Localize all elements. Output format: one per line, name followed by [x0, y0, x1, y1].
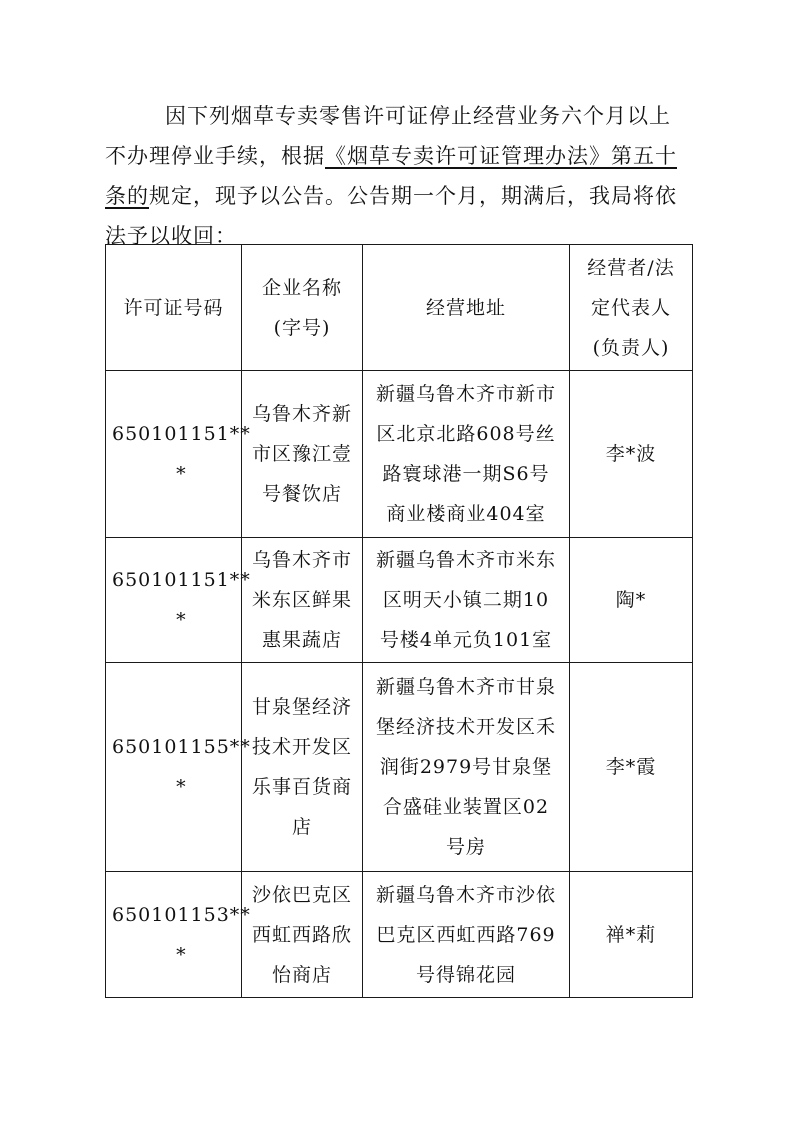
- name-cell: [242, 371, 363, 538]
- address-cell: [363, 872, 570, 998]
- regulation-reference-cont: 条的: [105, 184, 149, 208]
- address-line: 号得锦花园: [415, 963, 516, 986]
- name-line: 技术开发区: [251, 736, 352, 758]
- name-cell: [242, 872, 363, 998]
- header-address: 经营地址: [363, 245, 570, 371]
- name-line: 乌鲁木齐新: [251, 403, 352, 425]
- table-row: [106, 538, 693, 663]
- license-cell: [106, 663, 251, 872]
- license-number: 650101151**: [112, 423, 251, 445]
- license-number: 650101153**: [112, 903, 251, 926]
- address-cell: [363, 538, 570, 663]
- rep-cell: 陶*: [570, 538, 693, 663]
- name-line: 乌鲁木齐市: [251, 549, 352, 571]
- rep-cell: 李*霞: [570, 663, 693, 872]
- intro-line-4: 法予以收回：: [105, 224, 237, 248]
- regulation-reference: 《烟草专卖许可证管理办法》第五十: [325, 144, 677, 168]
- license-number-cont: *: [176, 609, 187, 631]
- table-row: [106, 663, 693, 872]
- name-line: 沙依巴克区: [251, 883, 352, 906]
- name-line: 米东区鲜果: [251, 589, 352, 611]
- address-line: 堡经济技术开发区禾: [375, 716, 556, 738]
- header-rep-line: (负责人): [592, 336, 670, 359]
- table-header-row: [106, 245, 693, 371]
- name-line: 乐事百货商: [251, 776, 352, 798]
- header-rep: [570, 245, 693, 371]
- address-line: 路寰球港一期S6号: [382, 463, 550, 485]
- intro-paragraph: [105, 96, 685, 256]
- address-cell: [363, 663, 570, 872]
- header-rep-line: 经营者/法: [587, 256, 675, 279]
- license-number: 650101155**: [112, 736, 251, 758]
- intro-line-2: [105, 136, 685, 176]
- name-line: 店: [291, 816, 312, 838]
- address-line: 巴克区西虹西路769: [376, 923, 556, 946]
- header-rep-line: 定代表人: [590, 296, 671, 319]
- license-cell: [106, 371, 251, 538]
- license-number-cont: *: [176, 463, 187, 485]
- name-line: 惠果蔬店: [261, 629, 342, 651]
- intro-line-3: [105, 176, 685, 216]
- address-line: 商业楼商业404室: [386, 503, 546, 525]
- header-license: 许可证号码: [106, 245, 242, 371]
- name-line: 西虹西路欣: [251, 923, 352, 946]
- intro-line-1: 因下列烟草专卖零售许可证停止经营业务六个月以上: [165, 104, 671, 128]
- header-name-line: 企业名称: [261, 276, 342, 299]
- header-name-line: (字号): [273, 316, 331, 339]
- address-line: 合盛硅业装置区02: [382, 796, 550, 818]
- name-line: 甘泉堡经济: [251, 696, 352, 718]
- intro-line-3-text: 规定，现予以公告。公告期一个月，期满后，我局将依: [149, 184, 677, 208]
- header-name: [242, 245, 363, 371]
- license-revocation-table: [105, 244, 693, 998]
- license-number-cont: *: [176, 943, 187, 966]
- license-number-cont: *: [176, 776, 187, 798]
- name-line: 市区豫江壹: [251, 443, 352, 465]
- address-line: 号楼4单元负101室: [379, 629, 553, 651]
- address-line: 新疆乌鲁木齐市沙依: [375, 883, 556, 906]
- intro-line-2-text: 不办理停业手续，根据: [105, 144, 325, 168]
- address-line: 润街2979号甘泉堡: [379, 756, 553, 778]
- license-number: 650101151**: [112, 569, 251, 591]
- table-row: [106, 872, 693, 998]
- address-line: 号房: [445, 836, 486, 858]
- address-line: 新疆乌鲁木齐市新市: [375, 383, 556, 405]
- rep-cell: 禅*莉: [570, 872, 693, 998]
- license-cell: [106, 538, 251, 663]
- license-cell: [106, 872, 251, 998]
- name-line: 怡商店: [271, 963, 332, 986]
- rep-cell: 李*波: [570, 371, 693, 538]
- table-row: [106, 371, 693, 538]
- address-line: 区明天小镇二期10: [382, 589, 550, 611]
- address-line: 新疆乌鲁木齐市米东: [375, 549, 556, 571]
- address-cell: [363, 371, 570, 538]
- address-line: 区北京北路608号丝: [376, 423, 556, 445]
- name-cell: [242, 538, 363, 663]
- name-line: 号餐饮店: [261, 483, 342, 505]
- name-cell: [242, 663, 363, 872]
- address-line: 新疆乌鲁木齐市甘泉: [375, 676, 556, 698]
